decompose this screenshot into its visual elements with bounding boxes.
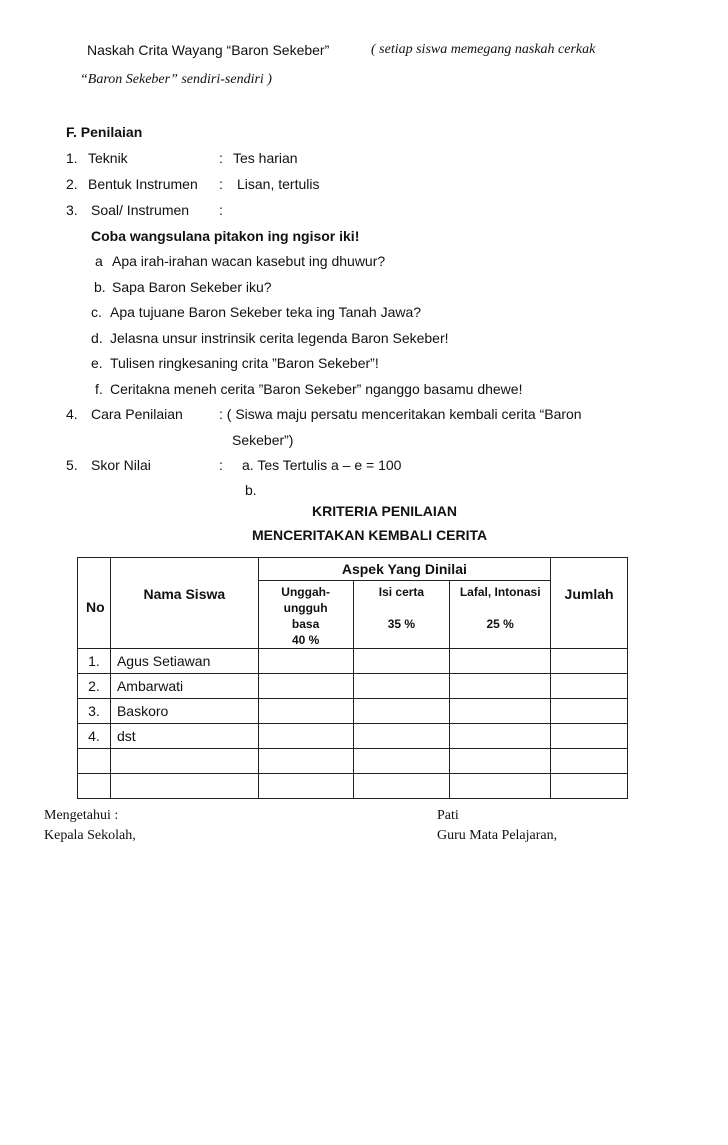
total-cell [551, 649, 628, 674]
total-cell [551, 724, 628, 749]
question-text: Apa tujuane Baron Sekeber teka ing Tanah Jawa? [110, 304, 422, 320]
headmaster-label: Kepala Sekolah, [44, 828, 136, 843]
row-no [78, 749, 111, 774]
item-label: Cara Penilaian [91, 406, 183, 422]
row-name [110, 774, 258, 799]
score-cell [258, 674, 353, 699]
item-value: Tes harian [233, 150, 298, 166]
table-header-row [78, 558, 628, 581]
score-cell [450, 724, 551, 749]
score-cell [258, 724, 353, 749]
item-value-b: b. [245, 482, 257, 498]
score-cell [258, 749, 353, 774]
row-no: 2. [78, 674, 111, 699]
teacher-label: Guru Mata Pelajaran, [437, 828, 558, 843]
question-text: Ceritakna meneh cerita ”Baron Sekeber” nganggo basamu dhewe! [110, 381, 523, 397]
total-cell [551, 674, 628, 699]
place-label: Pati [437, 808, 459, 823]
question-text: Apa irah-irahan wacan kasebut ing dhuwur? [112, 253, 386, 269]
script-title: Naskah Crita Wayang “Baron Sekeber” [87, 42, 330, 58]
row-name: Agus Setiawan [110, 649, 258, 674]
row-name: Baskoro [110, 699, 258, 724]
aspect-label: Isi certa [378, 585, 425, 599]
item-separator: : [219, 457, 223, 473]
instruction: Coba wangsulana pitakon ing ngisor iki! [91, 228, 360, 244]
item-number: 2. [66, 176, 78, 192]
question-letter: d. [91, 330, 103, 346]
score-cell [258, 699, 353, 724]
row-no [78, 774, 111, 799]
item-separator: : [219, 202, 223, 218]
header-aspect-group: Aspek Yang Dinilai [258, 558, 550, 581]
item-separator: : [219, 150, 223, 166]
header-total: Jumlah [551, 558, 628, 649]
score-cell [450, 699, 551, 724]
aspect-weight: 40 % [291, 633, 320, 647]
table-row [78, 699, 628, 724]
score-cell [450, 749, 551, 774]
script-note-continued: “Baron Sekeber” sendiri-sendiri ) [80, 72, 272, 87]
aspect-label: Unggah-ungguh basa [281, 585, 330, 631]
total-cell [551, 699, 628, 724]
question-letter: e. [91, 355, 103, 371]
acknowledged-label: Mengetahui : [44, 808, 119, 823]
item-label: Teknik [88, 150, 128, 166]
question-letter: c. [91, 304, 102, 320]
item-value-continued: Sekeber”) [232, 432, 294, 448]
question-letter: b. [94, 279, 106, 295]
table-row [78, 774, 628, 799]
score-cell [258, 649, 353, 674]
item-label: Skor Nilai [91, 457, 151, 473]
row-no: 1. [78, 649, 111, 674]
header-no: No [78, 558, 111, 649]
question-text: Jelasna unsur instrinsik cerita legenda Baron Sekeber! [110, 330, 449, 346]
header-aspect-politeness [258, 581, 353, 649]
total-cell [551, 774, 628, 799]
question-text: Tulisen ringkesaning crita ”Baron Sekeber”! [110, 355, 379, 371]
aspect-weight: 35 % [387, 617, 416, 631]
item-number: 4. [66, 406, 78, 422]
table-row [78, 674, 628, 699]
item-number: 3. [66, 202, 78, 218]
item-number: 1. [66, 150, 78, 166]
row-no: 3. [78, 699, 111, 724]
question-text: Sapa Baron Sekeber iku? [112, 279, 272, 295]
item-value: : ( Siswa maju persatu menceritakan kembali cerita “Baron [219, 406, 582, 422]
score-cell [353, 749, 450, 774]
script-note: ( setiap siswa memegang naskah cerkak [371, 42, 596, 57]
score-cell [450, 774, 551, 799]
item-label: Bentuk Instrumen [88, 176, 198, 192]
score-cell [353, 699, 450, 724]
section-heading: F. Penilaian [66, 124, 143, 140]
item-value: Lisan, tertulis [237, 176, 320, 192]
header-aspect-content [353, 581, 450, 649]
table-row [78, 649, 628, 674]
criteria-subtitle: MENCERITAKAN KEMBALI CERITA [252, 527, 488, 543]
grading-table [77, 557, 628, 799]
score-cell [450, 649, 551, 674]
criteria-title: KRITERIA PENILAIAN [312, 503, 457, 519]
score-cell [353, 724, 450, 749]
header-aspect-intonation [450, 581, 551, 649]
item-number: 5. [66, 457, 78, 473]
row-name: Ambarwati [110, 674, 258, 699]
question-letter: a [95, 253, 103, 269]
score-cell [353, 674, 450, 699]
table-row [78, 724, 628, 749]
question-letter: f. [95, 381, 103, 397]
score-cell [353, 649, 450, 674]
item-label: Soal/ Instrumen [91, 202, 190, 218]
aspect-label: Lafal, Intonasi [459, 585, 541, 599]
table-row [78, 749, 628, 774]
score-cell [353, 774, 450, 799]
item-separator: : [219, 176, 223, 192]
score-cell [450, 674, 551, 699]
row-no: 4. [78, 724, 111, 749]
total-cell [551, 749, 628, 774]
score-cell [258, 774, 353, 799]
aspect-weight: 25 % [486, 617, 514, 631]
row-name [110, 749, 258, 774]
header-name: Nama Siswa [110, 558, 258, 649]
row-name: dst [110, 724, 258, 749]
item-value: a. Tes Tertulis a – e = 100 [242, 457, 402, 473]
